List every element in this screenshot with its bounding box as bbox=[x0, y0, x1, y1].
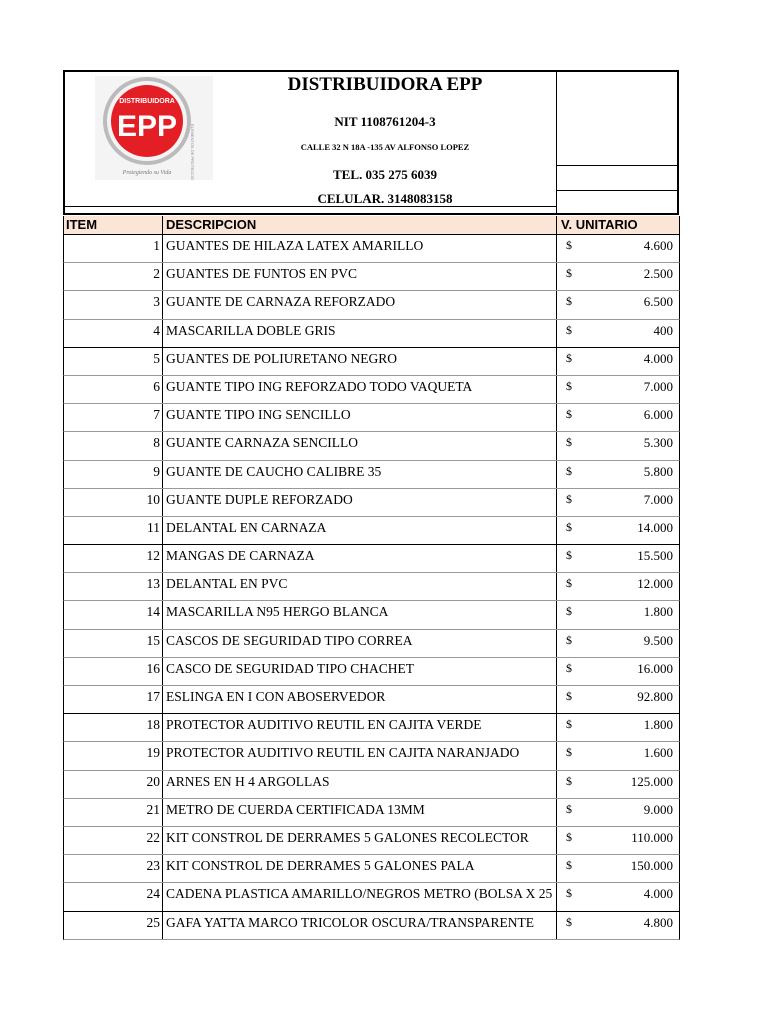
item-description: GUANTES DE POLIURETANO NEGRO bbox=[166, 350, 398, 366]
item-price: 5.800 bbox=[643, 463, 673, 479]
currency-symbol: $ bbox=[566, 858, 572, 873]
item-number: 10 bbox=[146, 491, 160, 507]
item-description: GUANTE CARNAZA SENCILLO bbox=[166, 435, 358, 451]
svg-text:Protegiendo su Vida: Protegiendo su Vida bbox=[122, 170, 172, 176]
table-row bbox=[63, 883, 680, 911]
currency-symbol: $ bbox=[566, 829, 572, 844]
item-price: 2.500 bbox=[643, 266, 673, 282]
item-description: MASCARILLA N95 HERGO BLANCA bbox=[166, 604, 389, 620]
currency-symbol: $ bbox=[566, 801, 572, 816]
currency-symbol: $ bbox=[566, 491, 572, 506]
item-price: 4.000 bbox=[643, 350, 673, 366]
item-description: PROTECTOR AUDITIVO REUTIL EN CAJITA VERDE bbox=[166, 717, 482, 733]
item-price: 14.000 bbox=[637, 519, 673, 535]
currency-symbol: $ bbox=[566, 773, 572, 788]
table-row bbox=[63, 432, 680, 460]
company-nit: NIT 1108761204-3 bbox=[334, 114, 436, 129]
table-row bbox=[63, 461, 680, 489]
item-description: DELANTAL EN CARNAZA bbox=[166, 519, 327, 535]
table-row bbox=[63, 630, 680, 658]
currency-symbol: $ bbox=[566, 322, 572, 337]
item-price: 16.000 bbox=[637, 660, 673, 676]
item-number: 9 bbox=[153, 463, 160, 479]
company-mobile: CELULAR. 3148083158 bbox=[317, 191, 453, 206]
item-number: 12 bbox=[146, 548, 160, 564]
item-price: 4.000 bbox=[643, 886, 673, 902]
item-number: 16 bbox=[146, 660, 160, 676]
item-price: 6.500 bbox=[643, 294, 673, 310]
item-price: 92.800 bbox=[637, 689, 673, 704]
item-number: 3 bbox=[153, 294, 160, 310]
currency-symbol: $ bbox=[566, 407, 572, 422]
item-price: 4.600 bbox=[643, 238, 673, 253]
currency-symbol: $ bbox=[566, 717, 572, 732]
table-row bbox=[63, 714, 680, 742]
table-row bbox=[63, 348, 680, 376]
item-description: GUANTES DE FUNTOS EN PVC bbox=[166, 266, 358, 282]
company-phone: TEL. 035 275 6039 bbox=[332, 167, 437, 182]
item-number: 19 bbox=[146, 745, 160, 761]
table-row bbox=[63, 686, 680, 714]
currency-symbol: $ bbox=[566, 435, 572, 450]
document-header bbox=[63, 70, 679, 215]
currency-symbol: $ bbox=[566, 548, 572, 563]
table-row bbox=[63, 658, 680, 686]
col-description-header: DESCRIPCION bbox=[166, 217, 257, 232]
item-price: 7.000 bbox=[643, 491, 673, 507]
item-description: ARNES EN H 4 ARGOLLAS bbox=[166, 773, 330, 789]
item-number: 8 bbox=[153, 435, 160, 451]
table-row bbox=[63, 771, 680, 799]
item-price: 400 bbox=[653, 322, 673, 338]
currency-symbol: $ bbox=[566, 632, 572, 647]
currency-symbol: $ bbox=[566, 519, 572, 534]
item-number: 18 bbox=[146, 717, 160, 733]
table-row bbox=[63, 320, 680, 348]
item-description: GUANTES DE HILAZA LATEX AMARILLO bbox=[166, 238, 424, 253]
item-price: 6.000 bbox=[643, 407, 673, 423]
table-row bbox=[63, 545, 680, 573]
svg-text:DISTRIBUIDORA: DISTRIBUIDORA bbox=[119, 98, 175, 105]
currency-symbol: $ bbox=[566, 886, 572, 901]
table-row bbox=[63, 912, 680, 940]
item-number: 23 bbox=[146, 858, 160, 874]
item-description: KIT CONSTROL DE DERRAMES 5 GALONES RECOLECTOR bbox=[166, 829, 529, 845]
table-header bbox=[63, 216, 680, 235]
currency-symbol: $ bbox=[566, 660, 572, 675]
item-description: MANGAS DE CARNAZA bbox=[166, 548, 315, 564]
currency-symbol: $ bbox=[566, 463, 572, 478]
item-description: METRO DE CUERDA CERTIFICADA 13MM bbox=[166, 801, 425, 817]
item-description: GUANTE TIPO ING REFORZADO TODO VAQUETA bbox=[166, 378, 473, 394]
price-table bbox=[63, 216, 680, 940]
currency-symbol: $ bbox=[566, 378, 572, 393]
item-number: 24 bbox=[146, 886, 160, 902]
currency-symbol: $ bbox=[566, 266, 572, 281]
table-row bbox=[63, 827, 680, 855]
table-row bbox=[63, 489, 680, 517]
table-row bbox=[63, 404, 680, 432]
item-description: PROTECTOR AUDITIVO REUTIL EN CAJITA NARANJADO bbox=[166, 745, 520, 761]
item-price: 150.000 bbox=[630, 858, 673, 874]
company-logo bbox=[95, 76, 213, 180]
item-description: CASCO DE SEGURIDAD TIPO CHACHET bbox=[166, 660, 415, 676]
item-number: 11 bbox=[147, 519, 160, 535]
svg-text:ELEMENTOS DE PROTECCIÓN PERSON: ELEMENTOS DE PROTECCIÓN PERSONAL bbox=[190, 124, 195, 180]
item-number: 5 bbox=[153, 350, 160, 366]
item-number: 20 bbox=[146, 773, 160, 789]
table-body bbox=[63, 235, 680, 940]
item-number: 21 bbox=[146, 801, 160, 817]
item-price: 110.000 bbox=[631, 829, 673, 845]
table-row bbox=[63, 799, 680, 827]
item-number: 1 bbox=[153, 238, 160, 253]
currency-symbol: $ bbox=[566, 576, 572, 591]
item-number: 15 bbox=[146, 632, 160, 648]
item-number: 14 bbox=[146, 604, 160, 620]
currency-symbol: $ bbox=[566, 689, 572, 703]
company-address: CALLE 32 N 18A -135 AV ALFONSO LOPEZ bbox=[300, 142, 470, 152]
item-description: KIT CONSTROL DE DERRAMES 5 GALONES PALA bbox=[166, 858, 475, 874]
item-number: 25 bbox=[146, 914, 160, 930]
svg-text:EPP: EPP bbox=[116, 110, 178, 143]
item-price: 125.000 bbox=[630, 773, 673, 789]
table-row bbox=[63, 573, 680, 601]
table-row bbox=[63, 263, 680, 291]
item-number: 4 bbox=[153, 322, 160, 338]
item-number: 7 bbox=[153, 407, 160, 423]
currency-symbol: $ bbox=[566, 350, 572, 365]
item-price: 7.000 bbox=[643, 378, 673, 394]
currency-symbol: $ bbox=[566, 238, 572, 252]
table-row bbox=[63, 855, 680, 883]
item-description: MASCARILLA DOBLE GRIS bbox=[166, 322, 336, 338]
currency-symbol: $ bbox=[566, 604, 572, 619]
table-row bbox=[63, 517, 680, 545]
currency-symbol: $ bbox=[566, 914, 572, 929]
item-description: GAFA YATTA MARCO TRICOLOR OSCURA/TRANSPARENTE bbox=[166, 914, 534, 930]
table-row bbox=[63, 376, 680, 404]
table-row bbox=[63, 235, 680, 263]
item-price: 1.600 bbox=[643, 745, 673, 761]
item-number: 17 bbox=[146, 689, 160, 704]
item-description: CADENA PLASTICA AMARILLO/NEGROS METRO (BOLSA X 25 bbox=[166, 886, 553, 902]
item-price: 1.800 bbox=[643, 604, 673, 620]
item-price: 9.500 bbox=[643, 632, 673, 648]
table-row bbox=[63, 601, 680, 629]
item-number: 13 bbox=[146, 576, 160, 592]
item-number: 22 bbox=[146, 829, 160, 845]
item-price: 1.800 bbox=[643, 717, 673, 733]
col-price-header: V. UNITARIO bbox=[561, 217, 638, 232]
item-description: CASCOS DE SEGURIDAD TIPO CORREA bbox=[166, 632, 413, 648]
item-description: ESLINGA EN I CON ABOSERVEDOR bbox=[166, 689, 386, 704]
item-price: 4.800 bbox=[643, 914, 673, 930]
item-price: 9.000 bbox=[643, 801, 673, 817]
currency-symbol: $ bbox=[566, 294, 572, 309]
currency-symbol: $ bbox=[566, 745, 572, 760]
item-price: 15.500 bbox=[637, 548, 673, 564]
item-number: 2 bbox=[153, 266, 160, 282]
item-number: 6 bbox=[153, 378, 160, 394]
item-description: DELANTAL EN PVC bbox=[166, 576, 288, 592]
item-description: GUANTE DUPLE REFORZADO bbox=[166, 491, 353, 507]
item-description: GUANTE TIPO ING SENCILLO bbox=[166, 407, 351, 423]
item-price: 5.300 bbox=[643, 435, 673, 451]
table-row bbox=[63, 742, 680, 770]
col-item-header: ITEM bbox=[66, 217, 98, 232]
company-name: DISTRIBUIDORA EPP bbox=[287, 74, 483, 95]
item-description: GUANTE DE CAUCHO CALIBRE 35 bbox=[166, 463, 382, 479]
table-row bbox=[63, 291, 680, 319]
item-description: GUANTE DE CARNAZA REFORZADO bbox=[166, 294, 396, 310]
item-price: 12.000 bbox=[637, 576, 673, 592]
